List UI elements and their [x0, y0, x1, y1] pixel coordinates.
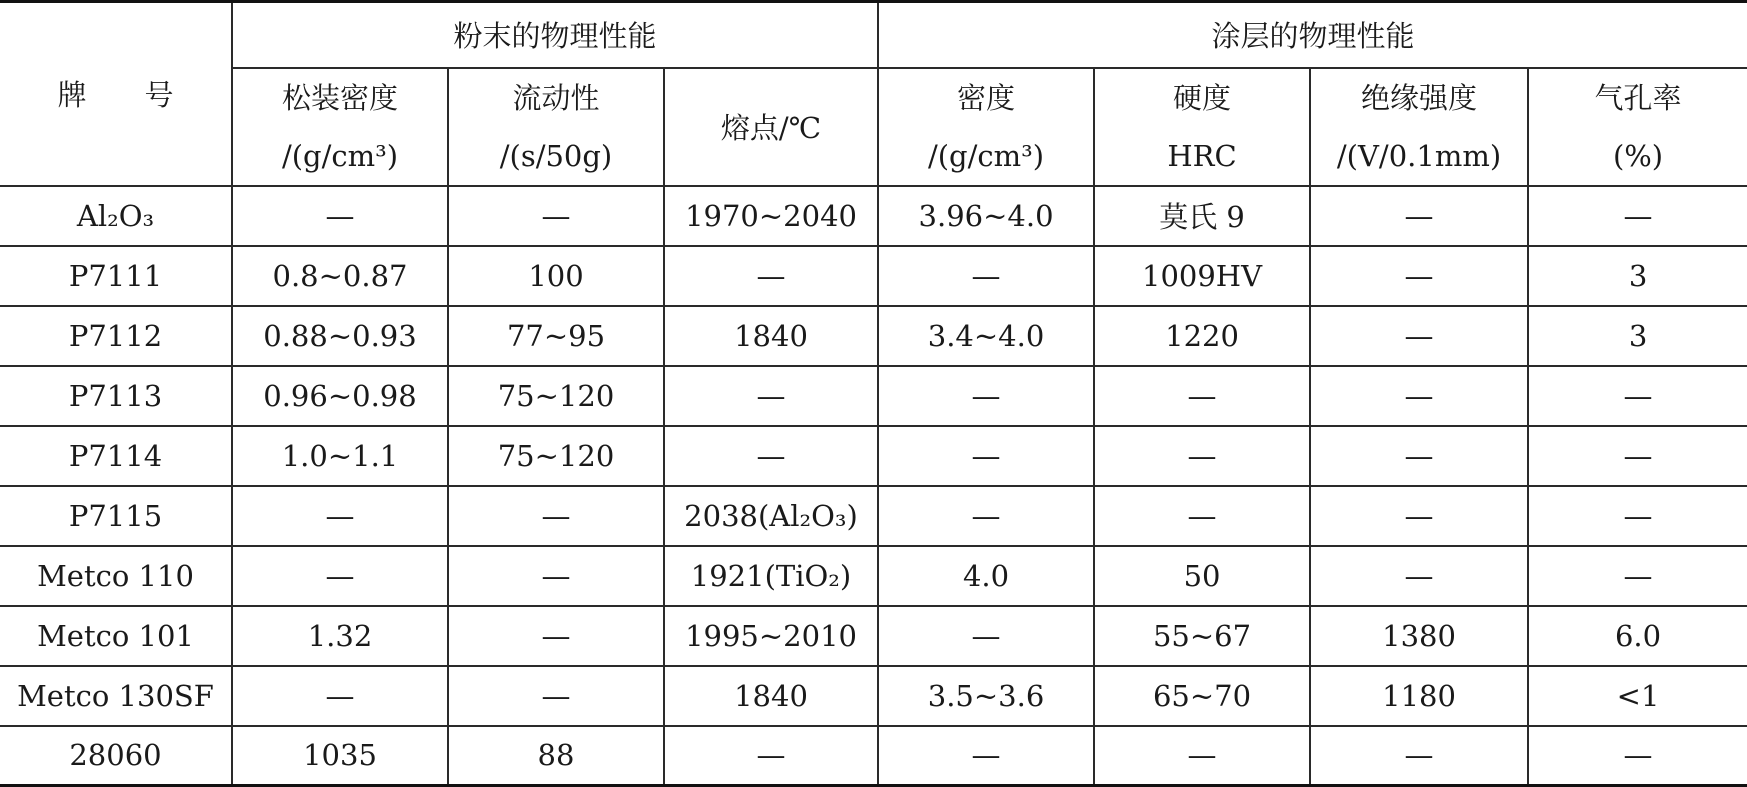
hardness-cell: — [1094, 486, 1310, 546]
melting-point-cell: — [664, 426, 878, 486]
flowability-cell: — [448, 666, 664, 726]
dielectric-cell: — [1310, 246, 1528, 306]
dielectric-cell: — [1310, 306, 1528, 366]
dielectric-cell: — [1310, 186, 1528, 246]
table-row [0, 186, 1747, 246]
flowability-cell: 100 [448, 246, 664, 306]
hardness-cell: 65~70 [1094, 666, 1310, 726]
bulk-density-cell: 1035 [232, 726, 448, 786]
col-hardness-header: 硬度 HRC [1094, 68, 1310, 186]
flowability-cell: 88 [448, 726, 664, 786]
flowability-cell: 75~120 [448, 426, 664, 486]
melting-point-cell: 1840 [664, 306, 878, 366]
flowability-cell: 75~120 [448, 366, 664, 426]
porosity-cell: — [1528, 186, 1747, 246]
melting-point-cell: — [664, 366, 878, 426]
melting-point-cell: — [664, 246, 878, 306]
table-row [0, 546, 1747, 606]
grade-cell: P7115 [0, 486, 232, 546]
group-powder-header: 粉末的物理性能 [232, 2, 878, 68]
table-row [0, 246, 1747, 306]
dielectric-cell: — [1310, 546, 1528, 606]
flowability-cell: 77~95 [448, 306, 664, 366]
grade-cell: Metco 110 [0, 546, 232, 606]
density-cell: — [878, 606, 1094, 666]
density-cell: 3.5~3.6 [878, 666, 1094, 726]
dielectric-cell: — [1310, 726, 1528, 786]
hardness-cell: 1220 [1094, 306, 1310, 366]
table-row [0, 426, 1747, 486]
bulk-density-cell: — [232, 666, 448, 726]
bulk-density-cell: — [232, 186, 448, 246]
table-row [0, 366, 1747, 426]
density-cell: 3.96~4.0 [878, 186, 1094, 246]
flowability-cell: — [448, 546, 664, 606]
table-row [0, 306, 1747, 366]
col-grade-header: 牌 号 [0, 2, 232, 186]
porosity-cell: — [1528, 486, 1747, 546]
col-bulk-density-header: 松装密度 /(g/cm³) [232, 68, 448, 186]
table-row [0, 726, 1747, 786]
col-density-header: 密度 /(g/cm³) [878, 68, 1094, 186]
density-cell: — [878, 246, 1094, 306]
bulk-density-cell: 1.32 [232, 606, 448, 666]
porosity-cell: — [1528, 366, 1747, 426]
density-cell: — [878, 366, 1094, 426]
grade-cell: Metco 101 [0, 606, 232, 666]
bulk-density-cell: — [232, 486, 448, 546]
melting-point-cell: 1970~2040 [664, 186, 878, 246]
grade-cell: P7113 [0, 366, 232, 426]
porosity-cell: — [1528, 546, 1747, 606]
col-dielectric-header: 绝缘强度 /(V/0.1mm) [1310, 68, 1528, 186]
dielectric-cell: 1380 [1310, 606, 1528, 666]
table-row [0, 486, 1747, 546]
dielectric-cell: 1180 [1310, 666, 1528, 726]
bulk-density-cell: 0.88~0.93 [232, 306, 448, 366]
porosity-cell: 3 [1528, 306, 1747, 366]
col-flowability-header: 流动性 /(s/50g) [448, 68, 664, 186]
porosity-cell: — [1528, 726, 1747, 786]
porosity-cell: — [1528, 426, 1747, 486]
dielectric-cell: — [1310, 426, 1528, 486]
hardness-cell: 莫氏 9 [1094, 186, 1310, 246]
melting-point-cell: — [664, 726, 878, 786]
porosity-cell: 6.0 [1528, 606, 1747, 666]
grade-cell: Metco 130SF [0, 666, 232, 726]
bulk-density-cell: 0.8~0.87 [232, 246, 448, 306]
flowability-cell: — [448, 486, 664, 546]
melting-point-cell: 1921(TiO₂) [664, 546, 878, 606]
density-cell: — [878, 426, 1094, 486]
melting-point-cell: 1840 [664, 666, 878, 726]
bulk-density-cell: — [232, 546, 448, 606]
bulk-density-cell: 1.0~1.1 [232, 426, 448, 486]
hardness-cell: 55~67 [1094, 606, 1310, 666]
dielectric-cell: — [1310, 486, 1528, 546]
table-row [0, 666, 1747, 726]
grade-cell: P7112 [0, 306, 232, 366]
melting-point-cell: 2038(Al₂O₃) [664, 486, 878, 546]
density-cell: — [878, 486, 1094, 546]
flowability-cell: — [448, 606, 664, 666]
dielectric-cell: — [1310, 366, 1528, 426]
porosity-cell: <1 [1528, 666, 1747, 726]
hardness-cell: — [1094, 366, 1310, 426]
density-cell: 4.0 [878, 546, 1094, 606]
grade-cell: P7111 [0, 246, 232, 306]
density-cell: 3.4~4.0 [878, 306, 1094, 366]
melting-point-cell: 1995~2010 [664, 606, 878, 666]
grade-cell: Al₂O₃ [0, 186, 232, 246]
col-porosity-header: 气孔率 (%) [1528, 68, 1747, 186]
col-melting-point-header: 熔点/℃ [664, 68, 878, 186]
density-cell: — [878, 726, 1094, 786]
hardness-cell: — [1094, 726, 1310, 786]
hardness-cell: 1009HV [1094, 246, 1310, 306]
group-coating-header: 涂层的物理性能 [878, 2, 1747, 68]
hardness-cell: — [1094, 426, 1310, 486]
hardness-cell: 50 [1094, 546, 1310, 606]
porosity-cell: 3 [1528, 246, 1747, 306]
bulk-density-cell: 0.96~0.98 [232, 366, 448, 426]
grade-cell: 28060 [0, 726, 232, 786]
flowability-cell: — [448, 186, 664, 246]
table-row [0, 606, 1747, 666]
grade-cell: P7114 [0, 426, 232, 486]
